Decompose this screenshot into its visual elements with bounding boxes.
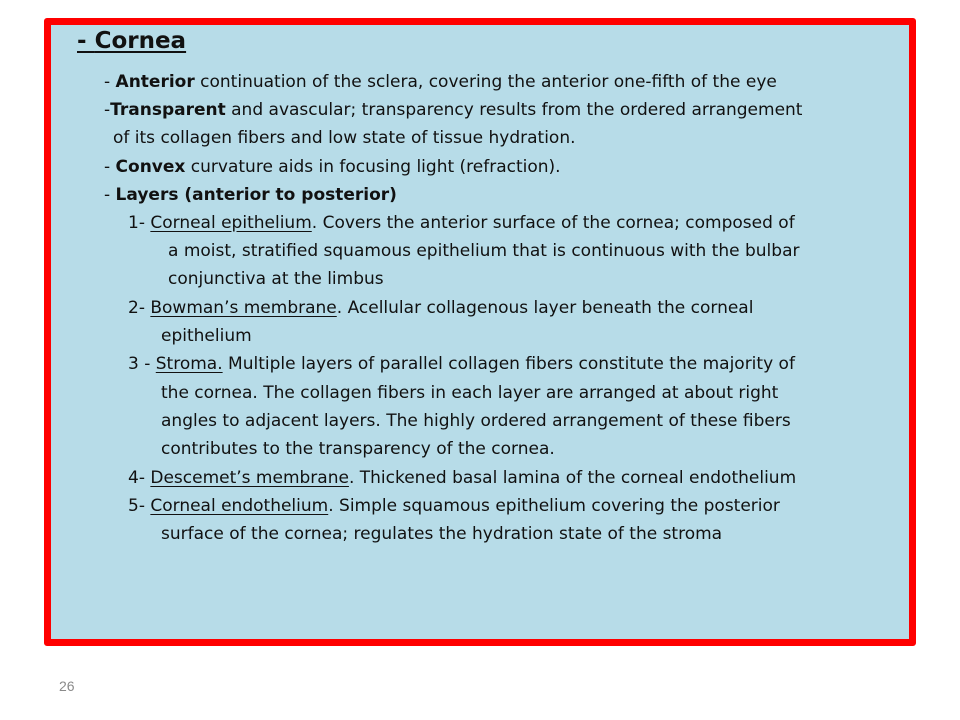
layer-1-name: Corneal epithelium — [150, 213, 312, 233]
layer-5: 5- Corneal endothelium. Simple squamous epithelium covering the posterior — [128, 496, 780, 516]
bullet-transparent: -Transparent and avascular; transparency results from the ordered arrangement — [104, 100, 803, 120]
layer-4: 4- Descemet’s membrane. Thickened basal lamina of the corneal endothelium — [128, 468, 797, 488]
layer-3-cont-3: contributes to the transparency of the cornea. — [161, 439, 555, 459]
bullet-transparent-continued: of its collagen fibers and low state of tissue hydration. — [113, 128, 576, 148]
layer-3-name: Stroma. — [155, 354, 223, 374]
title-prefix: - — [77, 28, 95, 54]
slide-title — [65, 30, 186, 52]
title-text: Cornea — [94, 28, 187, 54]
layer-5-name: Corneal endothelium — [150, 496, 329, 516]
layer-1: 1- Corneal epithelium. Covers the anterior surface of the cornea; composed of — [128, 213, 795, 233]
layer-3-cont-1: the cornea. The collagen fibers in each layer are arranged at about right — [161, 383, 779, 403]
layer-4-name: Descemet’s membrane — [150, 468, 349, 488]
term-convex: Convex — [115, 157, 186, 177]
bullet-convex: - Convex curvature aids in focusing light (refraction). — [104, 157, 561, 177]
page-number: 26 — [59, 678, 75, 694]
layer-1-cont-2: conjunctiva at the limbus — [168, 269, 384, 289]
layer-2: 2- Bowman’s membrane. Acellular collagenous layer beneath the corneal — [128, 298, 754, 318]
term-layers: Layers (anterior to posterior) — [115, 185, 397, 205]
term-anterior: Anterior — [115, 72, 195, 92]
term-transparent: Transparent — [110, 100, 226, 120]
layer-5-cont-1: surface of the cornea; regulates the hydration state of the stroma — [161, 524, 723, 544]
slide-content — [51, 25, 909, 639]
layer-2-cont-1: epithelium — [161, 326, 252, 346]
layer-3: 3 - Stroma. Multiple layers of parallel collagen fibers constitute the majority of — [128, 354, 795, 374]
layer-1-cont-1: a moist, stratified squamous epithelium that is continuous with the bulbar — [168, 241, 800, 261]
layer-2-name: Bowman’s membrane — [150, 298, 337, 318]
layer-3-cont-2: angles to adjacent layers. The highly ordered arrangement of these fibers — [161, 411, 791, 431]
bullet-layers-heading: - Layers (anterior to posterior) — [104, 185, 397, 205]
bullet-anterior: - Anterior continuation of the sclera, covering the anterior one-fifth of the eye — [104, 72, 777, 92]
content-panel — [44, 18, 916, 646]
